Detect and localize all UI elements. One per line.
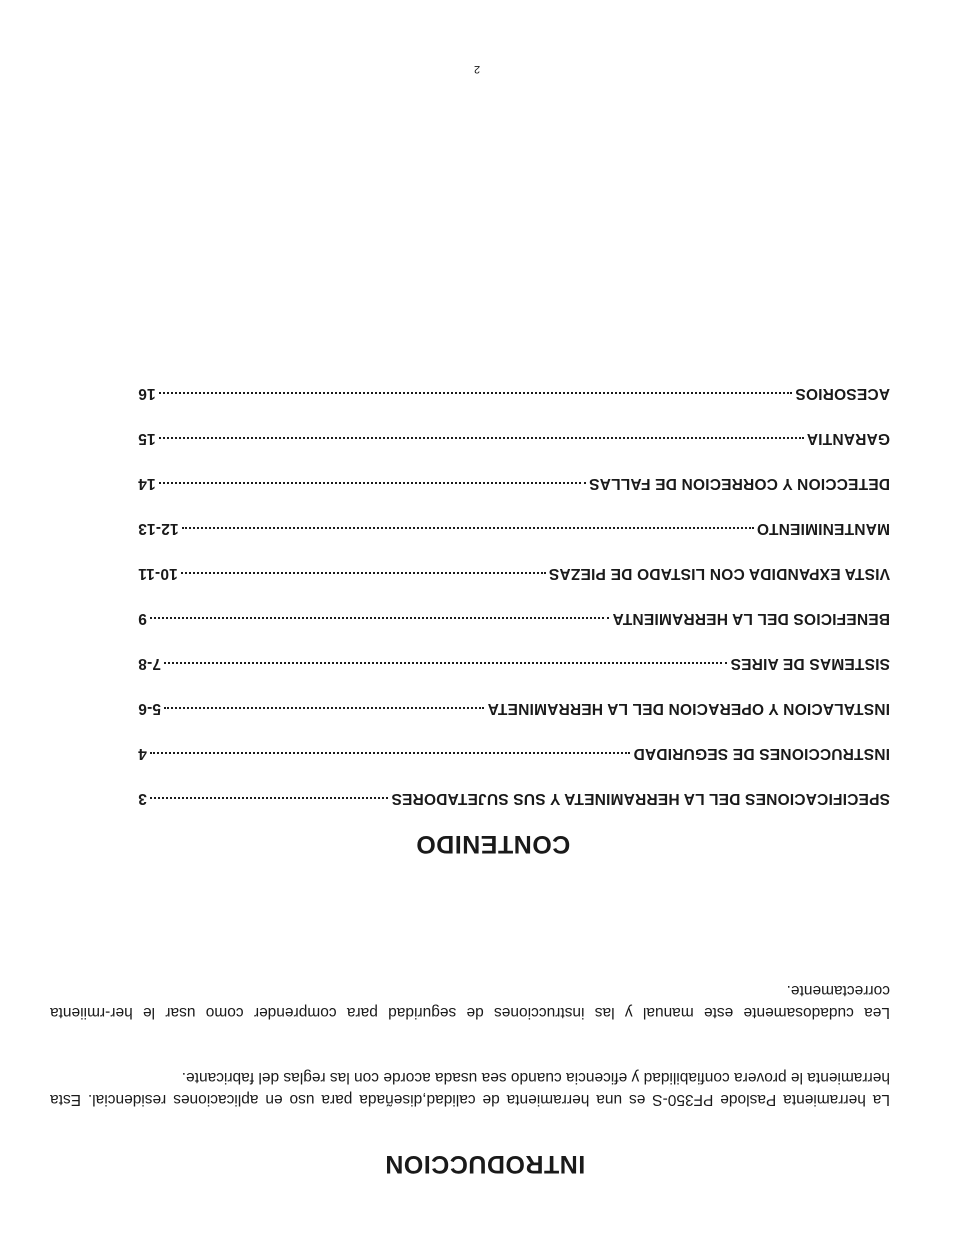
toc-dot-leader	[159, 392, 793, 394]
toc-item-page: 7-8	[138, 655, 162, 672]
toc-item-label: SPECIFICACIONES DEL LA HERRAMINETA Y SUS SUJETADORES	[391, 790, 890, 807]
toc-item	[138, 582, 890, 627]
toc-item-page: 3	[138, 790, 147, 807]
toc-dot-leader	[164, 707, 484, 709]
toc-item-page: 12-13	[138, 520, 179, 537]
toc-item	[138, 627, 890, 672]
toc-item-label: INSTALACION Y OPERACION DEL LA HERRAMINETA	[487, 700, 890, 717]
toc-item-label: MANTENIMIENTO	[756, 520, 890, 537]
toc-dot-leader	[159, 482, 586, 484]
table-of-contents	[138, 357, 890, 807]
toc-item-label: SISTEMAS DE AIRES	[730, 655, 890, 672]
toc-item-page: 15	[138, 430, 156, 447]
toc-dot-leader	[182, 527, 754, 529]
contents-title: CONTENIDO	[415, 830, 571, 858]
toc-item-page: 14	[138, 475, 156, 492]
toc-item	[138, 537, 890, 582]
toc-item-label: GARANTIA	[806, 430, 890, 447]
toc-item-page: 5-6	[138, 700, 162, 717]
toc-item-label: ACESORIOS	[795, 385, 890, 402]
toc-item	[138, 357, 890, 402]
toc-item	[138, 492, 890, 537]
toc-item-page: 16	[138, 385, 156, 402]
toc-item	[138, 717, 890, 762]
toc-item	[138, 402, 890, 447]
introduction-paragraph: La herramienta Paslode PF350-S es una herramienta de calidad,diseñada para uso en aplicaciones residencial. Esta herramienta le provera confiabilidad y eficencia cuando sea usada acorde con las reglas del fabricante.	[50, 1069, 890, 1108]
toc-dot-leader	[150, 797, 388, 799]
toc-item	[138, 447, 890, 492]
toc-item	[138, 672, 890, 717]
toc-dot-leader	[181, 572, 546, 574]
toc-dot-leader	[164, 662, 727, 664]
toc-item-label: VISTA EXPANDIDA CON LISTADO DE PIEZAS	[548, 565, 890, 582]
introduction-title: INTRODUCCION	[384, 1150, 586, 1178]
toc-item-label: INSTRUCCIONES DE SEGURIDAD	[633, 745, 890, 762]
toc-dot-leader	[150, 752, 631, 754]
toc-dot-leader	[150, 617, 610, 619]
toc-item-page: 9	[138, 610, 147, 627]
page-number: 2	[473, 63, 481, 75]
introduction-paragraph: Lea cudadosamente este manual y las instrucciones de seguridad para comprender como usar le her-rmiienta correctamente.	[50, 982, 890, 1021]
toc-item-label: DETECCION Y CORRECION DE FALLAS	[588, 475, 890, 492]
toc-item-label: BENEFICIOS DEL LA HERRAMIENTA	[612, 610, 890, 627]
toc-dot-leader	[159, 437, 804, 439]
toc-item-page: 4	[138, 745, 147, 762]
toc-item-page: 10-11	[138, 565, 178, 582]
toc-item	[138, 762, 890, 807]
